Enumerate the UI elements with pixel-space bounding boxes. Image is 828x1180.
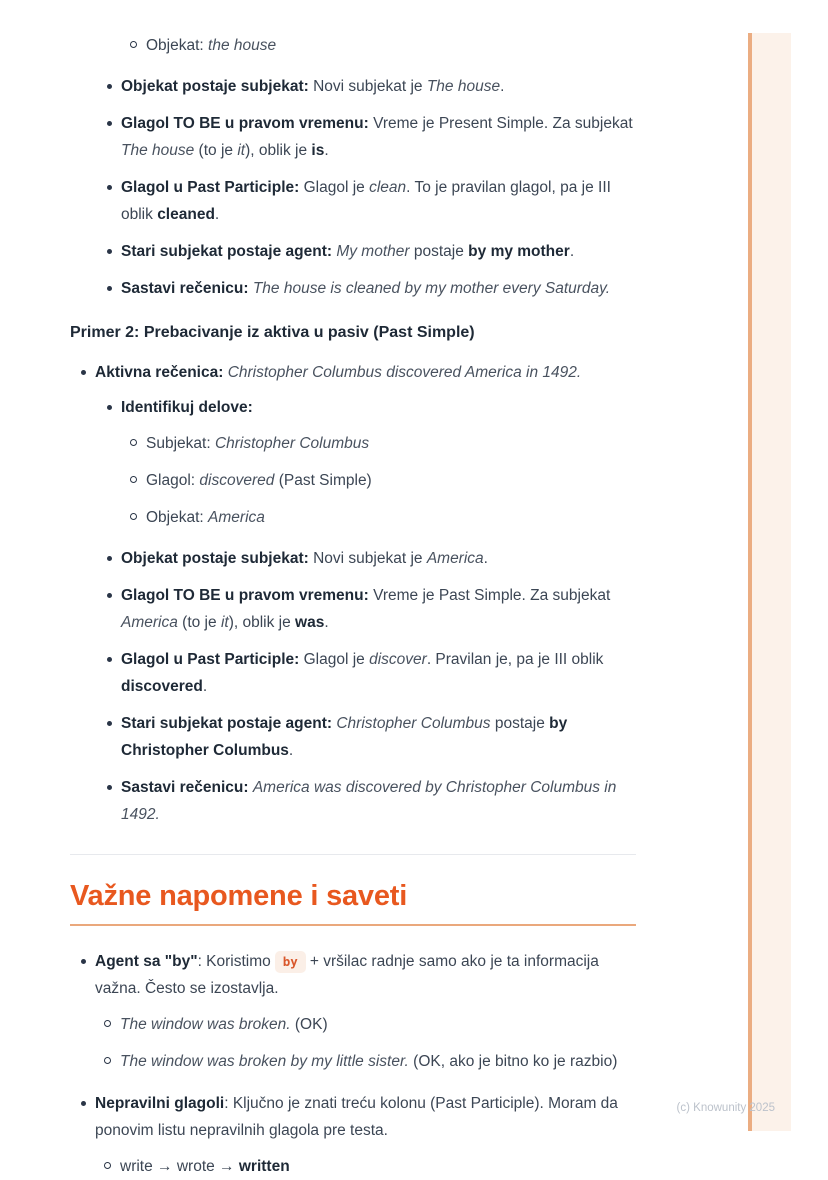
text-run: Objekat: (146, 509, 209, 526)
text-run: Novi subjekat je (308, 78, 427, 95)
list-item (120, 1153, 636, 1180)
text-run: : Ključno je znati treću kolonu (Past Participle). Moram da ponovim listu nepravilnih glagola pre testa. (95, 1095, 618, 1139)
text-run: postaje (409, 243, 469, 260)
list-item (121, 582, 636, 636)
primer1-object-sublist (70, 32, 636, 59)
text-run: written (238, 1158, 290, 1175)
list-item (121, 174, 636, 228)
identify-label (121, 399, 253, 416)
text-run: cleaned (157, 206, 215, 223)
text-run: The house (426, 78, 501, 95)
list-item (146, 32, 636, 59)
text-run: . (288, 742, 294, 759)
list-item (120, 1048, 636, 1075)
primer2-active-list (70, 359, 636, 531)
text-run: Christopher Columbus (336, 715, 491, 732)
text-run: by my mother (468, 243, 570, 260)
note-irregular-text (95, 1095, 618, 1139)
text-run: Christopher Columbus (214, 435, 370, 452)
list-item (95, 948, 636, 1075)
list-item (95, 359, 636, 531)
section-divider (70, 854, 636, 855)
text-run: . To je pravilan glagol, pa je III oblik (121, 179, 611, 223)
text-run: Objekat postaje subjekat: (121, 78, 309, 95)
list-item (121, 275, 636, 302)
primer1-steps-list (70, 73, 636, 302)
text-run: The house is cleaned by my mother every Saturday. (252, 280, 611, 297)
text-run: (OK) (290, 1016, 328, 1033)
list-item (121, 710, 636, 764)
text-run: postaje (490, 715, 550, 732)
text-run: . (214, 206, 220, 223)
text-run: ), oblik je (245, 142, 312, 159)
text-run: it (237, 142, 246, 159)
text-run: America (208, 509, 265, 526)
text-run: Glagol u Past Participle: (121, 179, 300, 196)
text-run: the house (208, 37, 277, 54)
list-item (121, 646, 636, 700)
text-run: (to je (177, 614, 221, 631)
list-item (146, 504, 636, 531)
text-run: Glagol TO BE u pravom vremenu: (121, 115, 369, 132)
list-item (121, 545, 636, 572)
document-content (70, 32, 636, 1180)
text-run: Objekat: (146, 37, 209, 54)
inline-code-badge: by (275, 951, 306, 973)
note-agent-text (95, 953, 599, 997)
agent-examples-list (95, 1011, 636, 1075)
section-heading: Važne napomene i saveti (70, 880, 408, 912)
text-run: : Koristimo (197, 953, 271, 970)
text-run: . (569, 243, 575, 260)
list-item (95, 1090, 636, 1180)
text-run: Objekat postaje subjekat: (121, 550, 309, 567)
text-run: ), oblik je (228, 614, 296, 631)
text-run: . (500, 78, 505, 95)
text-run: Sastavi rečenicu: (121, 779, 249, 796)
text-run: Stari subjekat postaje agent: (121, 715, 333, 732)
text-run: is (311, 142, 325, 159)
text-run: . (202, 678, 208, 695)
list-item (146, 467, 636, 494)
text-run: America (121, 614, 178, 631)
text-run: was (295, 614, 325, 631)
text-run: clean (369, 179, 407, 196)
text-run: Glagol TO BE u pravom vremenu: (121, 587, 369, 604)
text-run: (Past Simple) (274, 472, 372, 489)
primer2-parts-list (121, 430, 636, 531)
text-run: Agent sa "by" (95, 953, 198, 970)
text-run: by Christopher Columbus (121, 715, 568, 759)
text-run: (OK, ako je bitno ko je razbio) (408, 1053, 618, 1070)
list-item (121, 774, 636, 828)
text-run: The window was broken. (120, 1016, 291, 1033)
text-run: Christopher Columbus discovered America in 1492. (227, 364, 582, 381)
active-sentence-text (95, 364, 581, 381)
text-run: Glagol: (146, 472, 200, 489)
text-run: discovered (199, 472, 275, 489)
text-run: Glagol je (299, 179, 370, 196)
text-run: . (483, 550, 488, 567)
text-run: discover (369, 651, 427, 668)
text-run: Glagol je (299, 651, 370, 668)
list-item (121, 238, 636, 265)
text-run: . (324, 614, 329, 631)
text-run: Aktivna rečenica: (95, 364, 224, 381)
text-run: The house (121, 142, 195, 159)
text-run: Glagol u Past Participle: (121, 651, 300, 668)
text-run: discovered (121, 678, 203, 695)
irregular-examples-list (95, 1153, 636, 1180)
primer2-heading: Primer 2: Prebacivanje iz aktiva u pasiv (Past Simple) (70, 324, 475, 341)
text-run: The window was broken by my little sister. (120, 1053, 409, 1070)
text-run: Identifikuj delove: (121, 399, 253, 416)
text-run: America was discovered by Christopher Columbus in 1492. (121, 779, 617, 823)
text-run: write → wrote → (120, 1158, 239, 1175)
list-item (121, 73, 636, 100)
list-item (121, 110, 636, 164)
text-run: Stari subjekat postaje agent: (121, 243, 333, 260)
text-run: Nepravilni glagoli (95, 1095, 225, 1112)
page-edge-highlight-strip (748, 33, 791, 1131)
text-run: My mother (336, 243, 410, 260)
heading-underline (70, 924, 636, 926)
text-run: + vršilac radnje samo ako je ta informacija važna. Često se izostavlja. (95, 953, 599, 997)
text-run: Vreme je Present Simple. Za subjekat (368, 115, 633, 132)
primer2-identify-list (95, 394, 636, 531)
text-run: Vreme je Past Simple. Za subjekat (368, 587, 611, 604)
text-run: . Pravilan je, pa je III oblik (426, 651, 604, 668)
text-run: Novi subjekat je (308, 550, 427, 567)
notes-list (70, 948, 636, 1180)
list-item (120, 1011, 636, 1038)
list-item (121, 394, 636, 531)
watermark: (c) Knowunity 2025 (676, 1102, 775, 1114)
list-item (146, 430, 636, 457)
text-run: (to je (194, 142, 238, 159)
primer2-steps-list (70, 545, 636, 828)
text-run: it (220, 614, 229, 631)
text-run: Subjekat: (146, 435, 215, 452)
text-run: Sastavi rečenicu: (121, 280, 249, 297)
text-run: . (324, 142, 329, 159)
text-run: America (426, 550, 484, 567)
